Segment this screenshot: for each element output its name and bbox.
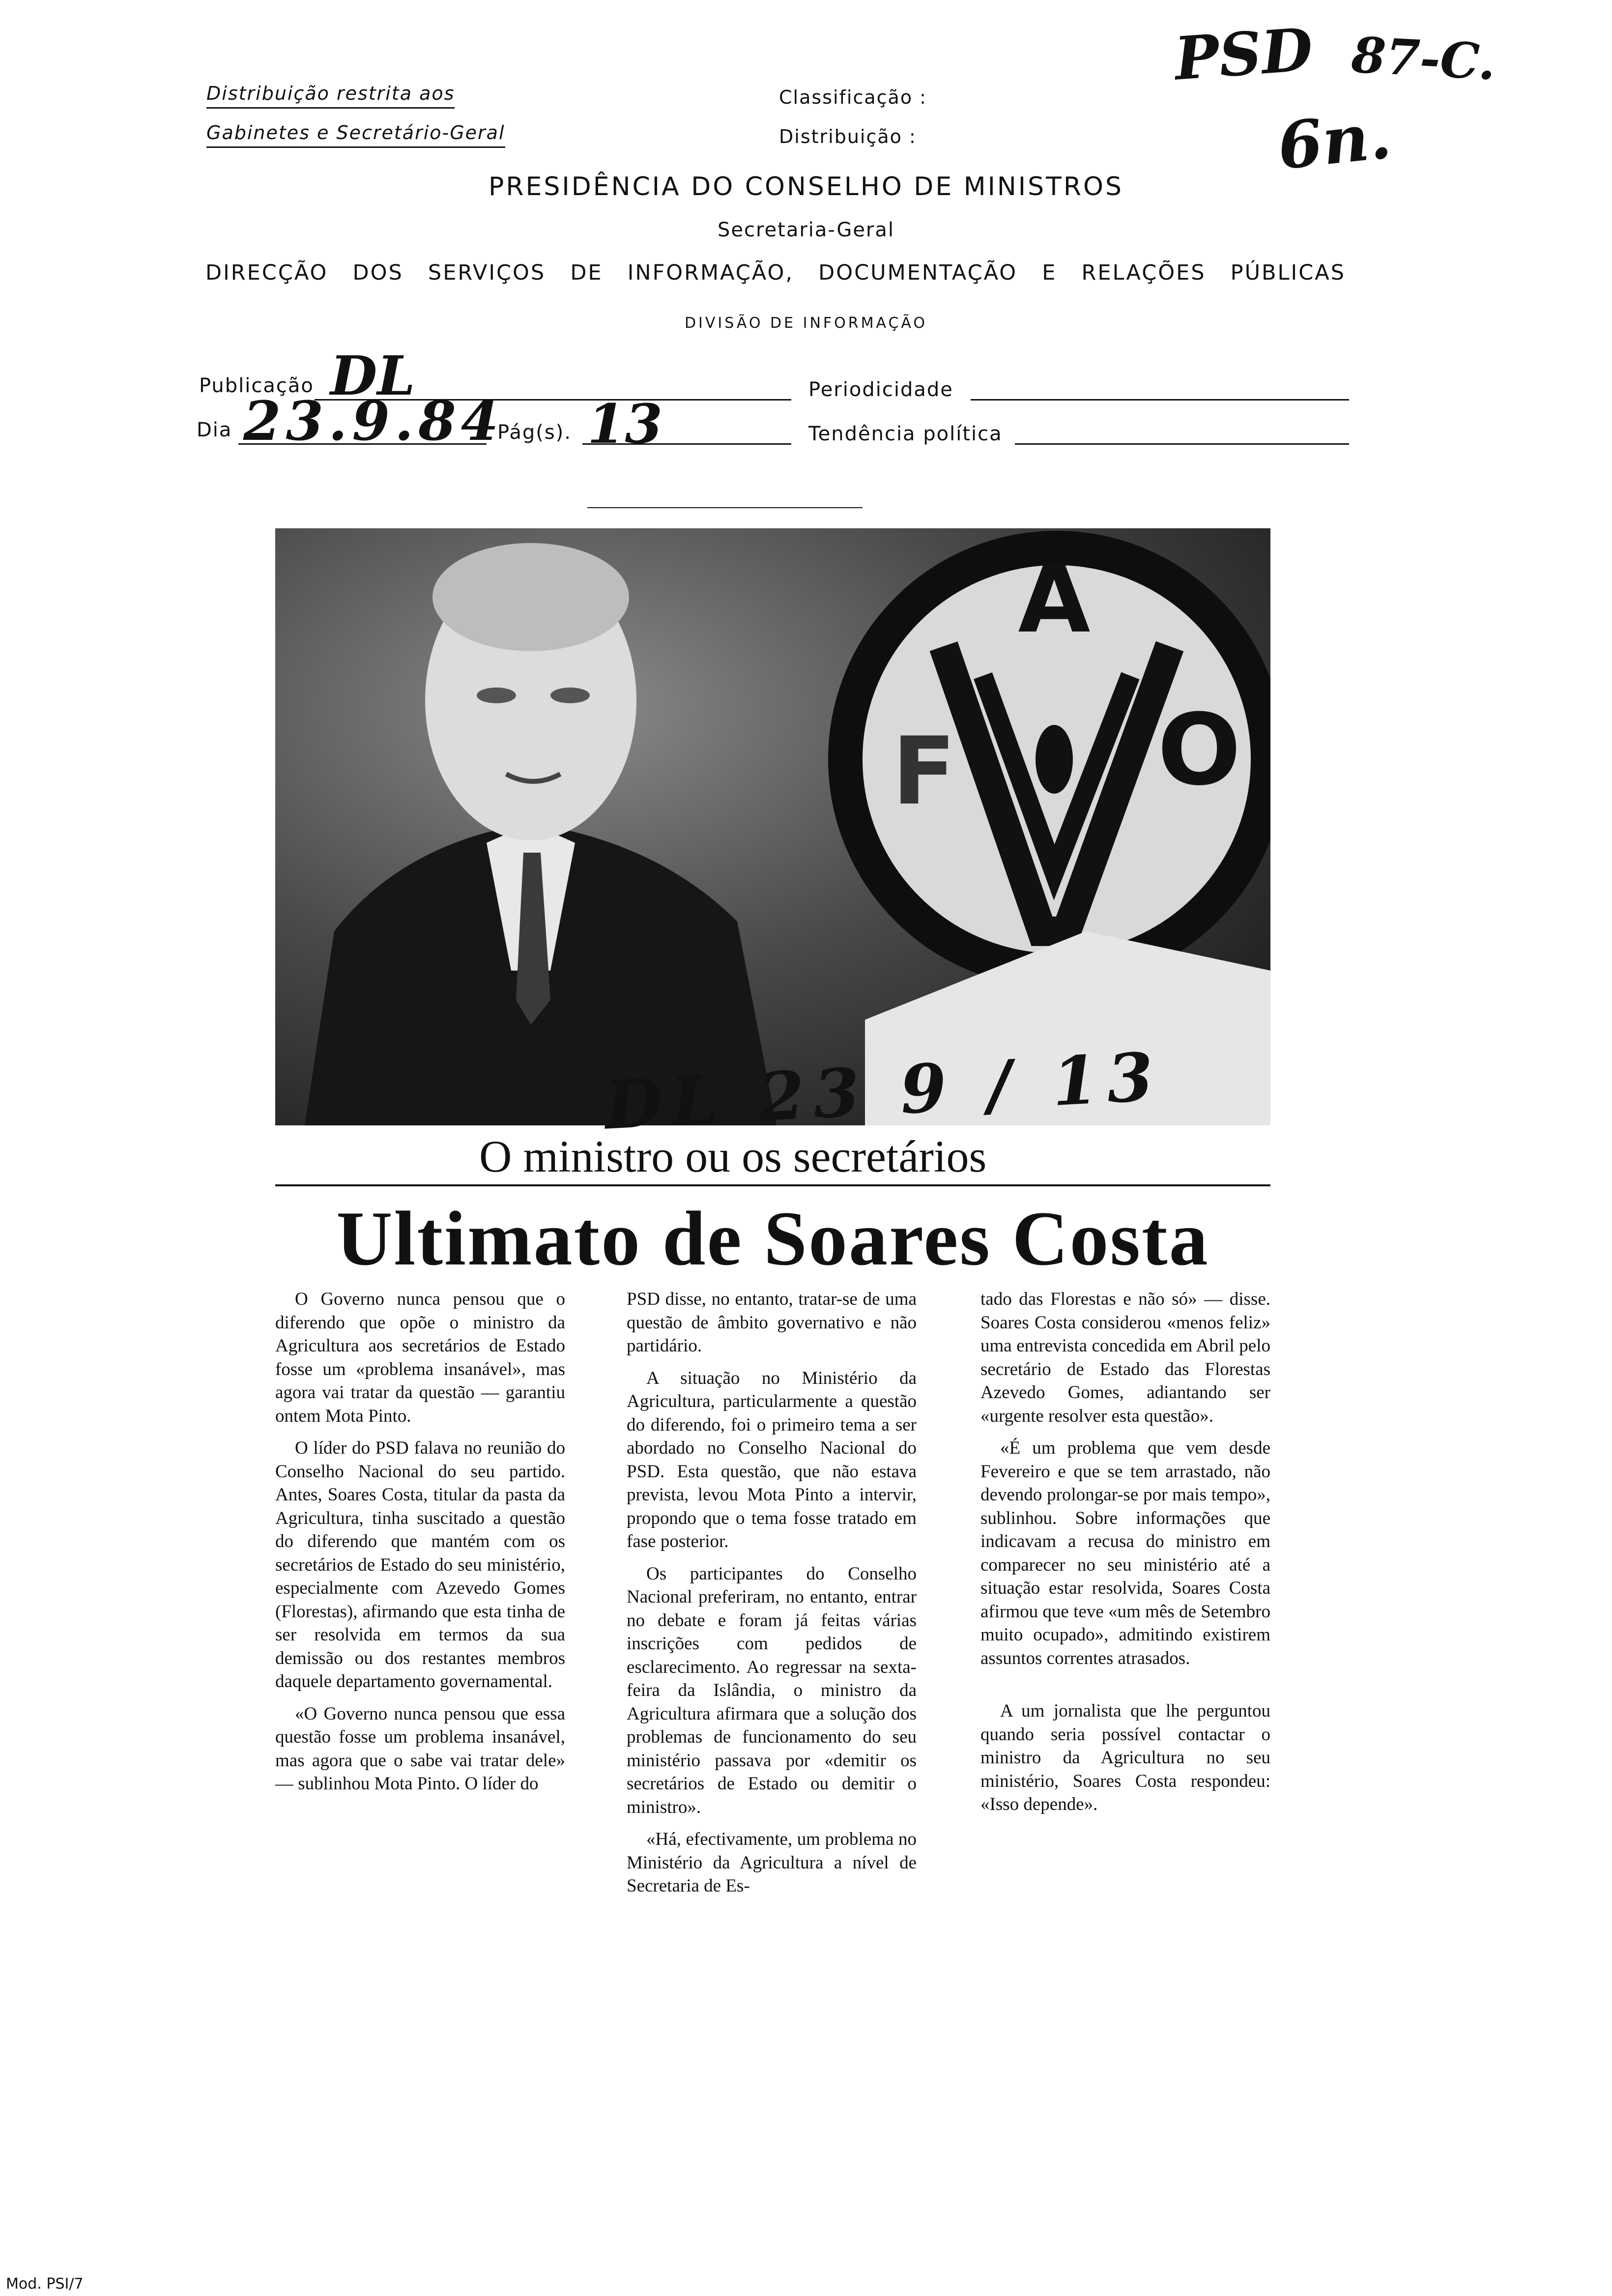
- article-column-1: [275, 1288, 565, 1796]
- secretariat-subtitle: Secretaria-Geral: [717, 219, 894, 241]
- directorate-word: PÚBLICAS: [1230, 260, 1346, 285]
- periodicity-label: Periodicidade: [808, 378, 953, 401]
- paragraph: tado das Florestas e não só» — disse. Soares Costa considerou «menos feliz» uma entrevista concedida em Abril pelo secretário de Estado das Florestas Azevedo Gomes, adiantando ser «urgente resolver esta questão».: [980, 1289, 1270, 1426]
- paragraph: O líder do PSD falava no reunião do Conselho Nacional do seu partido. Antes, Soares Costa, titular da pasta da Agricultura, tinha suscitado a questão do diferendo que mantém com os secretários de Estado do seu ministério, especialmente com Azevedo Gomes (Florestas), afirmando que esta tinha de ser resolvida em termos da sua demissão ou dos restantes membros daquele departamento governamental.: [275, 1438, 565, 1692]
- handwritten-psd: PSD: [1172, 15, 1315, 94]
- paragraph: «É um problema que vem desde Fevereiro e que se tem arrastado, não devendo prolongar-se por mais tempo», sublinhou. Sobre informações que indicavam a recusa do ministro em comparecer no seu ministério até a situação estar resolvida, Soares Costa afirmou que teve «um mês de Setembro muito ocupado», admitindo existirem assuntos correntes atrasados.: [980, 1438, 1270, 1668]
- distribution-label: Distribuição :: [779, 126, 917, 147]
- periodicity-field-line: [971, 399, 1349, 401]
- article-column-2: [627, 1288, 917, 1898]
- division-title: DIVISÃO DE INFORMAÇÃO: [684, 315, 928, 332]
- tendency-field-line: [1015, 443, 1349, 445]
- directorate-word: DIRECÇÃO: [205, 260, 328, 285]
- classification-label: Classificação :: [779, 86, 927, 108]
- handwritten-ref: 87-C.: [1350, 26, 1497, 91]
- logo-letter-f: F: [892, 717, 956, 826]
- photo-handwritten-annotation: DL 23 9 / 13: [603, 1037, 1164, 1145]
- paragraph: «O Governo nunca pensou que essa questão fosse um problema insanável, mas agora que o sabe vai tratar dele» — sublinhou Mota Pinto. O líder do: [275, 1703, 565, 1794]
- publication-value: DL: [330, 344, 415, 407]
- directorate-word: DE: [570, 260, 603, 285]
- logo-letter-a: A: [1018, 545, 1091, 654]
- day-field-line: [238, 443, 487, 445]
- pages-field-line: [582, 443, 791, 445]
- form-code-footer: Mod. PSI/7: [6, 2275, 84, 2293]
- article-kicker: O ministro ou os secretários: [479, 1131, 987, 1181]
- directorate-word: RELAÇÕES: [1081, 260, 1206, 285]
- directorate-word: SERVIÇOS: [428, 260, 546, 285]
- directorate-line: [205, 260, 1346, 285]
- handwritten-number: 6n.: [1274, 97, 1395, 184]
- directorate-word: INFORMAÇÃO,: [627, 260, 794, 285]
- paragraph: Os participantes do Conselho Nacional preferiram, no entanto, entrar no debate e foram já feitas várias inscrições com pedidos de esclarecimento. Ao regressar na sexta-feira da Islândia, o ministro da Agricultura afirmara que a solução dos problemas de funcionamento do seu ministério passava por «demitir os secretários de Estado ou demitir o ministro».: [627, 1563, 917, 1817]
- headline-rule: [275, 1184, 1270, 1186]
- organization-title: PRESIDÊNCIA DO CONSELHO DE MINISTROS: [489, 172, 1123, 201]
- publication-label: Publicação: [199, 374, 314, 397]
- day-label: Dia: [197, 419, 232, 441]
- paragraph: «Há, efectivamente, um problema no Ministério da Agricultura a nível de Secretaria de Es-: [627, 1829, 917, 1896]
- logo-letter-o: O: [1157, 693, 1241, 807]
- distribution-note-line2: Gabinetes e Secretário-Geral: [206, 122, 505, 148]
- paragraph: A um jornalista que lhe perguntou quando seria possível contactar o ministro da Agricultura no seu ministério, Soares Costa respondeu: «Isso depende».: [980, 1701, 1270, 1814]
- directorate-word: DOCUMENTAÇÃO: [818, 260, 1018, 285]
- day-value: 23.9.84: [243, 389, 504, 453]
- pages-label: Pág(s).: [497, 421, 572, 444]
- pages-value: 13: [587, 392, 663, 456]
- paragraph: O Governo nunca pensou que o diferendo que opõe o ministro da Agricultura aos secretários de Estado fosse um «problema insanável», mas agora vai tratar da questão — garantiu ontem Mota Pinto.: [275, 1289, 565, 1426]
- article-column-3: [980, 1288, 1270, 1816]
- directorate-word: E: [1042, 260, 1057, 285]
- photo-illustration: [275, 528, 1270, 1125]
- article-headline: Ultimato de Soares Costa: [336, 1196, 1209, 1282]
- article-photo: [275, 528, 1270, 1125]
- separator-rule: [587, 507, 863, 508]
- paragraph: A situação no Ministério da Agricultura, particularmente a questão do diferendo, foi o primeiro tema a ser abordado no Conselho Nacional do PSD. Esta questão, que não estava prevista, levou Mota Pinto a intervir, propondo que o tema fosse tratado em fase posterior.: [627, 1368, 917, 1551]
- tendency-label: Tendência política: [808, 423, 1003, 445]
- directorate-word: DOS: [352, 260, 403, 285]
- paragraph: PSD disse, no entanto, tratar-se de uma questão de âmbito governativo e não partidário.: [627, 1289, 917, 1356]
- distribution-note-line1: Distribuição restrita aos: [206, 83, 455, 109]
